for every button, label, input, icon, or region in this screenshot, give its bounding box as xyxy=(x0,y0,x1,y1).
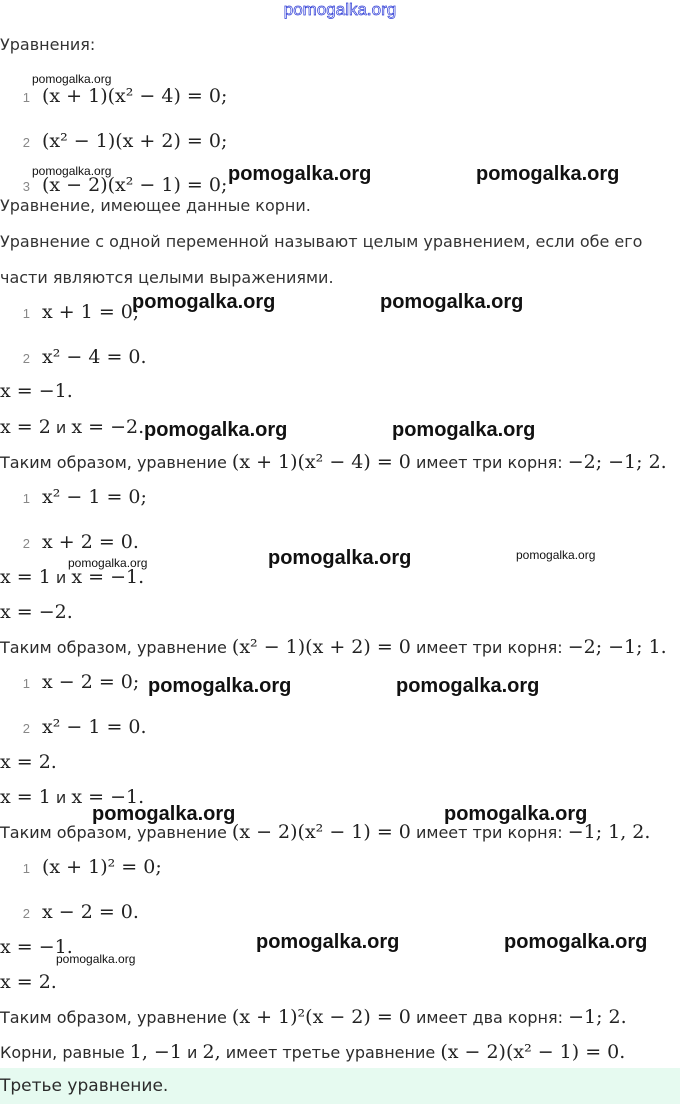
list-number: 1 xyxy=(22,861,30,876)
list-item xyxy=(4,301,139,323)
list-item xyxy=(4,346,147,368)
list-number: 2 xyxy=(22,721,30,736)
root-line xyxy=(0,416,144,438)
conclusion-line xyxy=(0,1006,627,1028)
equation: x − 2 = 0. xyxy=(42,901,139,923)
conjunction: и xyxy=(55,788,67,807)
roots: −2; −1; 2. xyxy=(567,451,667,473)
equation: (x² − 1)(x + 2) = 0 xyxy=(231,636,411,658)
summary-line xyxy=(0,1041,625,1063)
summary-text: Корни, равные xyxy=(0,1043,125,1062)
list-item xyxy=(4,85,227,107)
root-line: x = −1. xyxy=(0,936,73,958)
watermark: pomogalka.org xyxy=(380,291,524,313)
conclusion-text: имеет три корня: xyxy=(415,823,563,842)
watermark: pomogalka.org xyxy=(56,952,136,966)
conclusion-text: имеет три корня: xyxy=(415,453,563,472)
root: x = 1 xyxy=(0,786,51,808)
roots: −2; −1; 1. xyxy=(567,636,667,658)
equation: (x + 1)(x² − 4) = 0 xyxy=(231,451,411,473)
conclusion-text: Таким образом, уравнение xyxy=(0,453,227,472)
root: x = −2. xyxy=(71,416,145,438)
equation: x² − 1 = 0; xyxy=(42,486,147,508)
list-number: 2 xyxy=(22,906,30,921)
list-number: 3 xyxy=(22,179,30,194)
equation: x + 2 = 0. xyxy=(42,531,139,553)
roots: −1; 1, 2. xyxy=(567,821,651,843)
watermark: pomogalka.org xyxy=(144,419,288,441)
list-number: 1 xyxy=(22,491,30,506)
conclusion-text: имеет три корня: xyxy=(415,638,563,657)
equation: x − 2 = 0; xyxy=(42,671,140,693)
equation: (x + 1)² = 0; xyxy=(42,856,162,878)
equation: (x + 1)(x² − 4) = 0; xyxy=(42,85,228,107)
roots: −1; 2. xyxy=(568,1006,627,1028)
conclusion-text: Таким образом, уравнение xyxy=(0,823,227,842)
conclusion-text: Таким образом, уравнение xyxy=(0,1008,227,1027)
root-line: x = 2. xyxy=(0,971,57,993)
header-site-link[interactable]: pomogalka.org xyxy=(283,0,397,19)
watermark: pomogalka.org xyxy=(396,675,540,697)
list-item xyxy=(4,671,139,693)
watermark: pomogalka.org xyxy=(68,556,148,570)
conjunction: и xyxy=(55,568,67,587)
answer-box: Третье уравнение. xyxy=(0,1068,680,1104)
root-line: x = −1. xyxy=(0,380,73,402)
task-text: Уравнение, имеющее данные корни. xyxy=(0,196,311,215)
root-line: x = −2. xyxy=(0,601,73,623)
conclusion-line xyxy=(0,636,667,658)
watermark: pomogalka.org xyxy=(228,163,372,185)
watermark: pomogalka.org xyxy=(476,163,620,185)
definition-line: Уравнение с одной переменной называют целым уравнением, если обе его xyxy=(0,232,643,251)
equation: (x − 2)(x² − 1) = 0. xyxy=(440,1041,626,1063)
summary-text: имеет третье уравнение xyxy=(225,1043,436,1062)
equation: (x + 1)²(x − 2) = 0 xyxy=(231,1006,411,1028)
list-number: 1 xyxy=(22,306,30,321)
root: x = 1 xyxy=(0,566,51,588)
root-line: x = 2. xyxy=(0,751,57,773)
watermark: pomogalka.org xyxy=(92,803,236,825)
summary-values: 1, −1 xyxy=(129,1041,182,1063)
definition-line: части являются целыми выражениями. xyxy=(0,268,334,287)
root: x = 2 xyxy=(0,416,51,438)
equation: x² − 4 = 0. xyxy=(42,346,147,368)
conclusion-line xyxy=(0,451,667,473)
equation: (x − 2)(x² − 1) = 0; xyxy=(42,174,228,196)
conclusion-text: Таким образом, уравнение xyxy=(0,638,227,657)
root: x = −1. xyxy=(71,566,145,588)
intro-label: Уравнения: xyxy=(0,35,96,54)
root: x = −1. xyxy=(71,786,145,808)
watermark: pomogalka.org xyxy=(268,547,412,569)
equation: x + 1 = 0; xyxy=(42,301,140,323)
list-item xyxy=(4,856,162,878)
watermark: pomogalka.org xyxy=(504,931,648,953)
watermark: pomogalka.org xyxy=(148,675,292,697)
list-item xyxy=(4,486,147,508)
list-item xyxy=(4,716,147,738)
equation: (x² − 1)(x + 2) = 0; xyxy=(42,130,228,152)
equation: (x − 2)(x² − 1) = 0 xyxy=(231,821,411,843)
list-number: 1 xyxy=(22,676,30,691)
watermark: pomogalka.org xyxy=(392,419,536,441)
list-item xyxy=(4,901,139,923)
watermark: pomogalka.org xyxy=(256,931,400,953)
watermark: pomogalka.org xyxy=(132,291,276,313)
list-number: 2 xyxy=(22,536,30,551)
watermark: pomogalka.org xyxy=(516,548,596,562)
conjunction: и xyxy=(187,1043,198,1062)
list-number: 1 xyxy=(22,90,30,105)
list-number: 2 xyxy=(22,351,30,366)
conjunction: и xyxy=(55,418,67,437)
equation: x² − 1 = 0. xyxy=(42,716,147,738)
watermark: pomogalka.org xyxy=(32,72,112,86)
list-item xyxy=(4,130,227,152)
list-number: 2 xyxy=(22,135,30,150)
watermark: pomogalka.org xyxy=(444,803,588,825)
conclusion-text: имеет два корня: xyxy=(415,1008,564,1027)
watermark: pomogalka.org xyxy=(32,164,112,178)
summary-values: 2, xyxy=(202,1041,221,1063)
list-item xyxy=(4,531,139,553)
